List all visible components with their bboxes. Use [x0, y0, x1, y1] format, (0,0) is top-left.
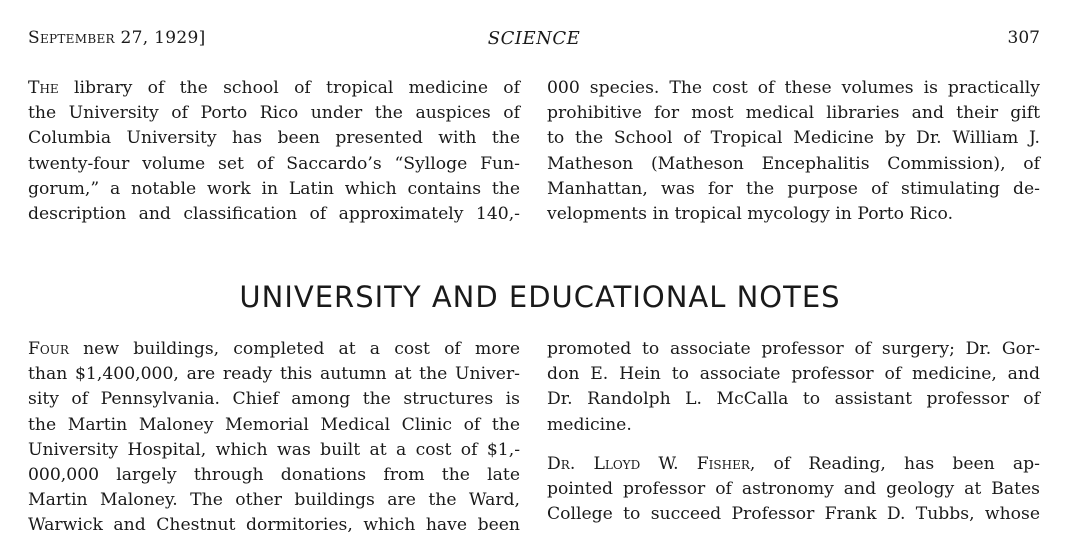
library-notice-right-column — [547, 76, 1040, 227]
text-line: Martin Maloney. The other buildings are the Ward, — [28, 490, 520, 511]
text-line: pointed professor of astronomy and geology at Bates — [547, 479, 1040, 500]
text-line: The library of the school of tropical medicine of — [28, 78, 520, 98]
text-line: 000 species. The cost of these volumes is practically — [547, 78, 1040, 98]
text-line: Warwick and Chestnut dormitories, which have been — [28, 515, 520, 536]
running-header — [28, 28, 1040, 54]
text-line: velopments in tropical mycology in Porto Rico. — [547, 204, 954, 225]
text-line: the University of Porto Rico under the auspices of — [28, 103, 520, 124]
text-line: gorum,” a notable work in Latin which contains the — [28, 178, 520, 199]
text-line: don E. Hein to associate professor of medicine, and — [547, 364, 1040, 385]
text-line: Columbia University has been presented with the — [28, 128, 520, 149]
text-line: Manhattan, was for the purpose of stimulating de- — [547, 178, 1040, 199]
text-line: Four new buildings, completed at a cost of more — [28, 339, 520, 359]
text-line: College to succeed Professor Frank D. Tubbs, whose — [547, 504, 1040, 525]
text-line: Matheson (Matheson Encephalitis Commission), of — [547, 153, 1040, 174]
issue-date: September 27, 1929] — [28, 28, 206, 48]
text-line: twenty-four volume set of Saccardo’s “Sylloge Fun- — [28, 153, 520, 174]
text-line: medicine. — [547, 414, 632, 435]
text-line: description and classification of approximately 140,- — [28, 204, 520, 225]
text-line: Dr. Lloyd W. Fisher, of Reading, has been ap- — [547, 453, 1040, 474]
page-number: 307 — [1007, 28, 1040, 48]
section-heading: UNIVERSITY AND EDUCATIONAL NOTES — [239, 280, 841, 314]
text-line: the Martin Maloney Memorial Medical Clinic of the — [28, 414, 520, 435]
notes-right-column — [547, 337, 1040, 527]
text-line: sity of Pennsylvania. Chief among the structures is — [28, 389, 520, 410]
text-line: Dr. Randolph L. McCalla to assistant professor of — [547, 389, 1040, 410]
text-line: 000,000 largely through donations from the late — [28, 465, 520, 486]
notes-left-column — [28, 337, 520, 539]
text-line: prohibitive for most medical libraries and their gift — [547, 103, 1040, 124]
text-line: promoted to associate professor of surgery; Dr. Gor- — [547, 339, 1040, 359]
paragraph-gap — [547, 438, 1040, 452]
text-line: University Hospital, which was built at a cost of $1,- — [28, 439, 520, 460]
journal-title: SCIENCE — [487, 28, 581, 49]
text-line: than $1,400,000, are ready this autumn at the Univer- — [28, 364, 520, 385]
text-line: to the School of Tropical Medicine by Dr. William J. — [547, 128, 1040, 149]
library-notice-left-column — [28, 76, 520, 227]
